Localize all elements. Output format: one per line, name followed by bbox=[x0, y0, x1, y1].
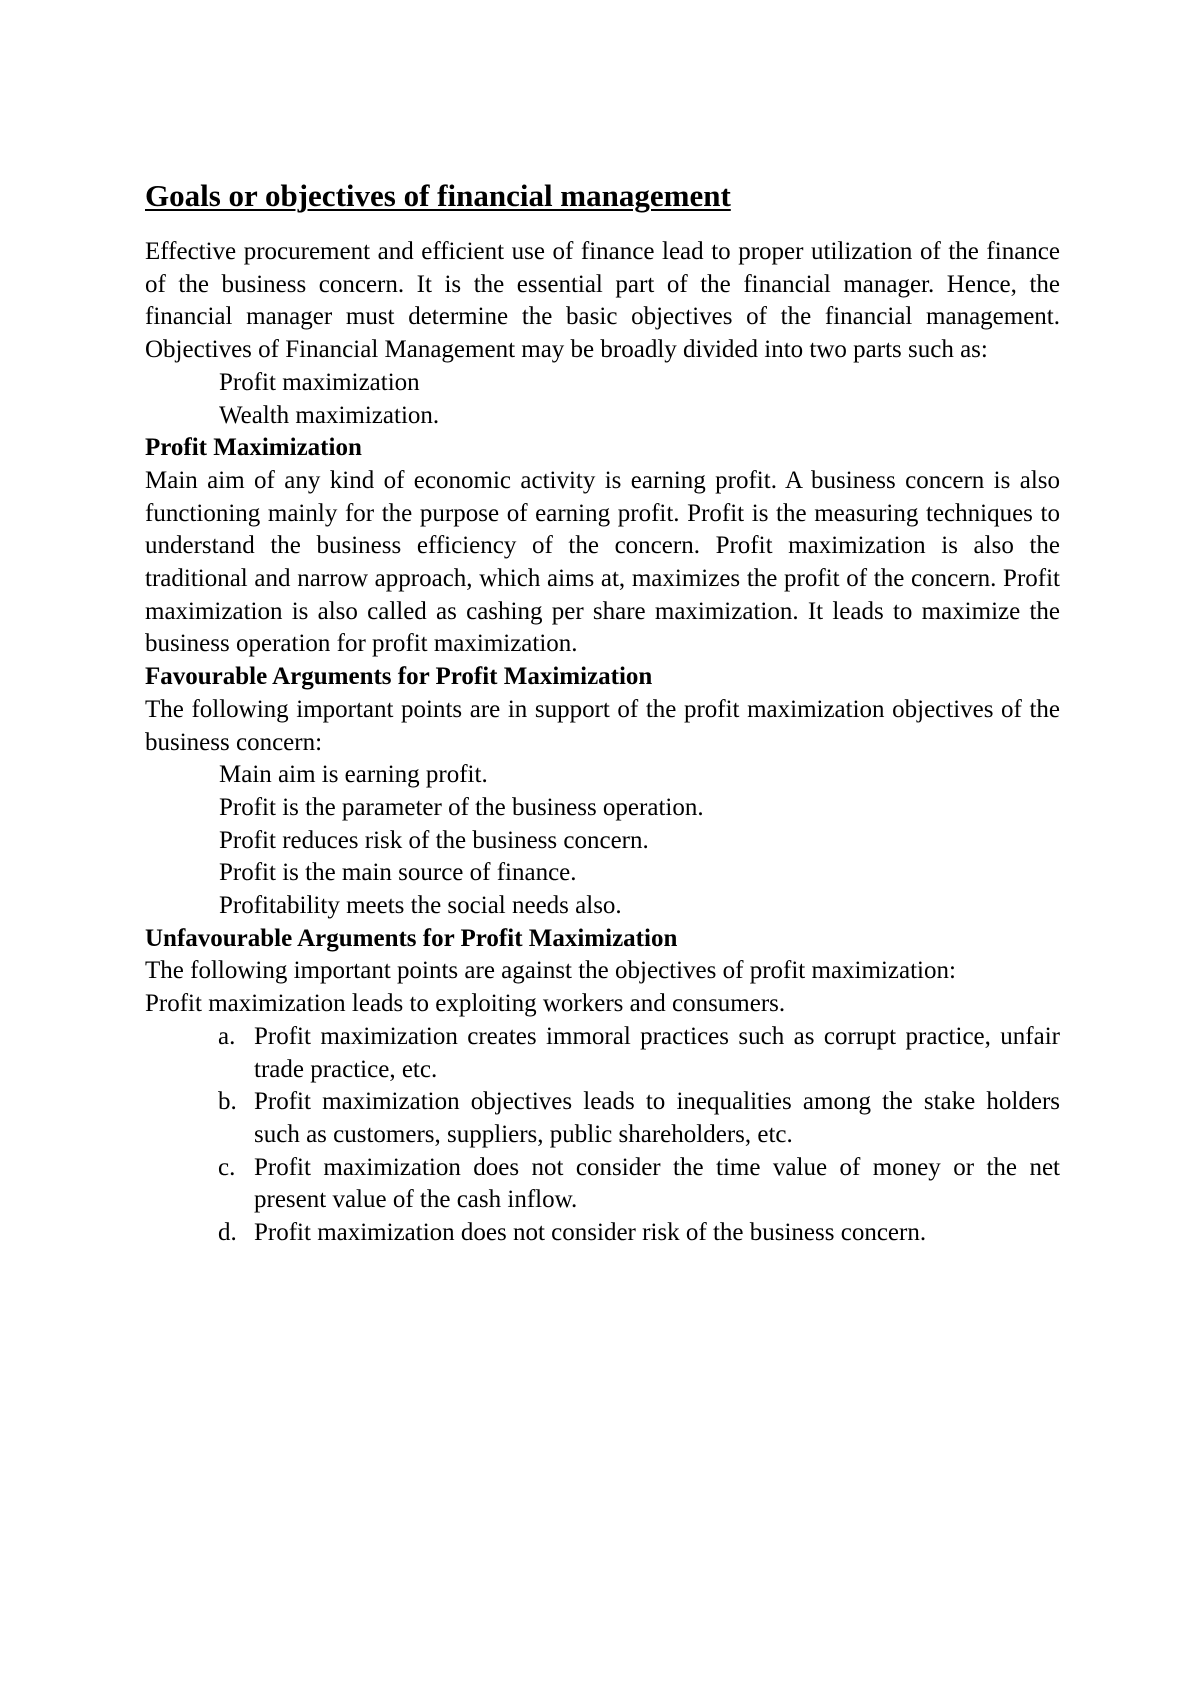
section-heading-unfavourable-arguments: Unfavourable Arguments for Profit Maximization bbox=[145, 924, 678, 952]
list-marker: d. bbox=[218, 1219, 237, 1247]
unfavourable-points-list bbox=[145, 1021, 1060, 1250]
list-item: Main aim is earning profit. bbox=[219, 761, 488, 789]
unfavourable-lead-paragraph: Profit maximization leads to exploiting workers and consumers. bbox=[145, 990, 786, 1018]
list-item bbox=[145, 1086, 1060, 1151]
section-heading-profit-maximization: Profit Maximization bbox=[145, 434, 362, 462]
list-item bbox=[145, 1217, 1060, 1250]
favourable-points-list bbox=[145, 759, 1060, 923]
list-item: Profit is the parameter of the business operation. bbox=[219, 793, 704, 821]
profit-maximization-paragraph: Main aim of any kind of economic activity is earning profit. A business concern is also functioning mainly for the purpose of earning profit. Profit is the measuring techniques to understand the business efficiency of the concern. Profit maximization is also the traditional and narrow approach, which aims at, maximizes the profit of the concern. Profit maximization is also called as cashing per share maximization. It leads to maximize the business operation for profit maximization. bbox=[145, 466, 1060, 658]
list-item-text: Profit maximization objectives leads to inequalities among the stake holders such as customers, suppliers, public shareholders, etc. bbox=[254, 1088, 1060, 1148]
list-item bbox=[145, 1152, 1060, 1217]
list-item: Wealth maximization. bbox=[219, 401, 440, 429]
list-marker: a. bbox=[218, 1022, 236, 1050]
list-marker: b. bbox=[218, 1088, 237, 1116]
unfavourable-intro-paragraph: The following important points are against the objectives of profit maximization: bbox=[145, 957, 956, 985]
list-item: Profit is the main source of finance. bbox=[219, 859, 577, 887]
list-item bbox=[145, 1021, 1060, 1086]
favourable-intro-paragraph: The following important points are in support of the profit maximization objectives of the business concern: bbox=[145, 695, 1060, 756]
list-item: Profit maximization bbox=[219, 368, 420, 396]
list-item-text: Profit maximization does not consider the time value of money or the net present value of the cash inflow. bbox=[254, 1153, 1060, 1214]
intro-paragraph: Effective procurement and efficient use of finance lead to proper utilization of the finance of the business concern. It is the essential part of the financial manager. Hence, the financial manager must determine the basic objectives of the financial management. Objectives of Financial Management may be broadly divided into two parts such as: bbox=[145, 238, 1060, 364]
list-item-text: Profit maximization creates immoral practices such as corrupt practice, unfair trade practice, etc. bbox=[254, 1022, 1060, 1083]
list-item-text: Profit maximization does not consider risk of the business concern. bbox=[254, 1219, 927, 1247]
section-heading-favourable-arguments: Favourable Arguments for Profit Maximization bbox=[145, 663, 653, 691]
objectives-list bbox=[145, 367, 1060, 432]
list-item: Profit reduces risk of the business concern. bbox=[219, 826, 649, 854]
list-marker: c. bbox=[218, 1153, 236, 1181]
list-item: Profitability meets the social needs also. bbox=[219, 892, 622, 920]
page-title: Goals or objectives of financial management bbox=[145, 178, 731, 213]
document-page bbox=[145, 176, 1060, 1250]
